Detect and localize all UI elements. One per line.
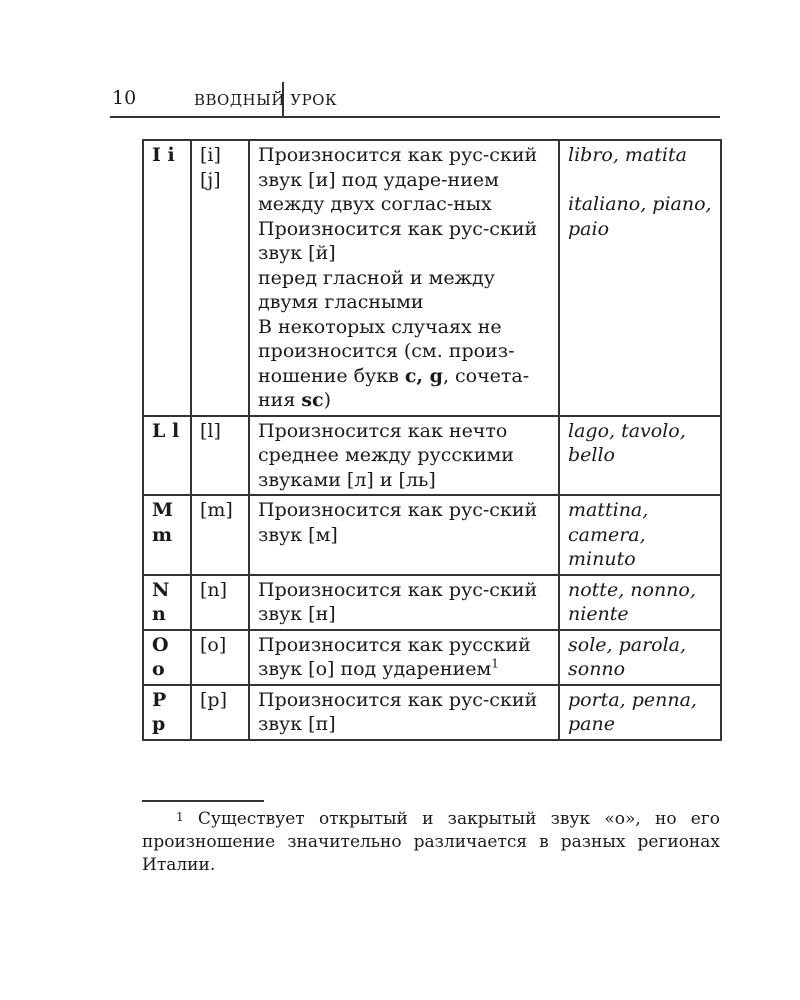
sound-cell: [p] [191,685,249,740]
sound-cell: [n] [191,575,249,630]
description-text: перед гласной и между двумя гласными [258,266,495,313]
letter-cell: I i [143,140,191,416]
alphabet-table [142,139,722,741]
sound-value: [j] [200,168,221,191]
footnote-rule [142,800,264,802]
footnote-marker: 1 [176,810,184,824]
example-cell [559,140,721,416]
letter-cell: N n [143,575,191,630]
footnote-text: Существует открытый и закрытый звук «о», но его произношение значительно различается в разных регионах Италии. [142,809,720,875]
description-cell: Произносится как рус-ский звук [м] [249,495,559,575]
description-cell: Произносится как нечто среднее между русскими звуками [л] и [ль] [249,416,559,496]
example-cell: porta, penna, pane [559,685,721,740]
table-row [143,575,721,630]
sound-value: [i] [200,144,221,166]
sound-cell: [m] [191,495,249,575]
description-text: В некоторых случаях не произносится (см. произ-ношение букв c, g, сочета-ния sc) [258,315,530,411]
page-header [110,80,720,118]
table-row [143,140,721,416]
letter-cell: L l [143,416,191,496]
table-row [143,495,721,575]
example-cell: sole, parola, sonno [559,630,721,685]
description-cell [249,630,559,685]
letter-cell: M m [143,495,191,575]
table-row [143,685,721,740]
running-title: ВВОДНЫЙ УРОК [194,91,338,109]
description-cell: Произносится как рус-ский звук [н] [249,575,559,630]
example-cell: notte, nonno, niente [559,575,721,630]
sound-cell: [o] [191,630,249,685]
page-number: 10 [112,87,137,109]
example-cell: mattina, camera, minuto [559,495,721,575]
example-text: italiano, piano, paio [568,193,712,240]
description-text: Произносится как русский звук [о] под ударением [258,633,531,680]
sound-cell: [l] [191,416,249,496]
description-text: Произносится как рус-ский звук [и] под ударе-нием между двух соглас-ных [258,144,538,215]
description-cell: Произносится как рус-ский звук [п] [249,685,559,740]
sound-cell [191,140,249,416]
table-row [143,416,721,496]
table-row [143,630,721,685]
example-cell: lago, tavolo, bello [559,416,721,496]
footnote [142,808,720,877]
letter-cell: P p [143,685,191,740]
example-text: libro, matita [568,144,687,166]
description-cell [249,140,559,416]
footnote-ref: 1 [491,656,499,671]
description-text: Произносится как рус-ский звук [й] [258,217,538,264]
letter-cell: O o [143,630,191,685]
